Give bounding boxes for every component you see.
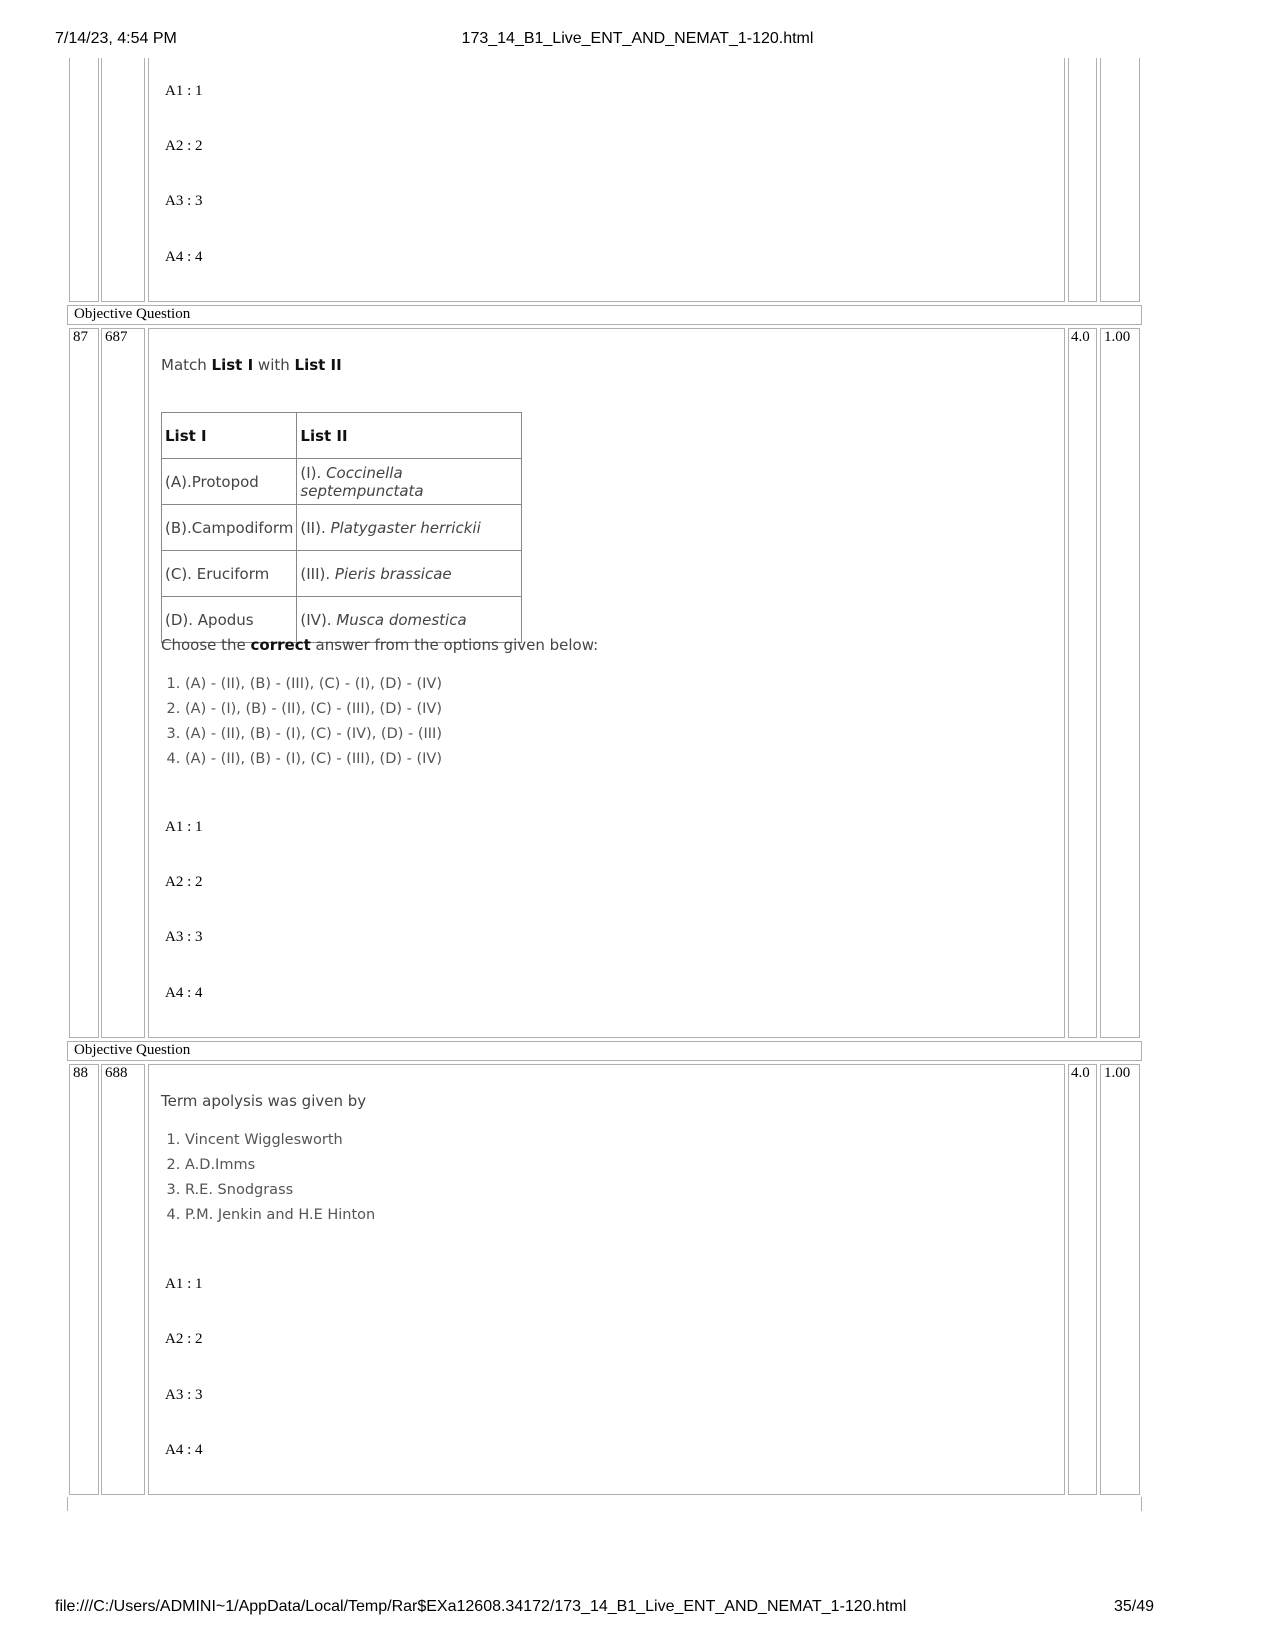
match-table — [161, 412, 522, 643]
table-border-stub — [1141, 1497, 1142, 1511]
species-name: Musca domestica — [336, 610, 467, 629]
list2-number: (II). — [300, 518, 331, 537]
choose-text: answer from the options given below: — [310, 636, 599, 654]
section-label: Objective Question — [74, 1042, 191, 1058]
negative-cell — [1100, 1064, 1140, 1495]
serial-number: 88 — [73, 1065, 88, 1081]
print-datetime: 7/14/23, 4:54 PM — [55, 30, 177, 47]
answer-option: A4 : 4 — [165, 985, 203, 1001]
choose-bold: correct — [250, 636, 311, 654]
prev-qid-cell — [101, 58, 145, 302]
table-row — [162, 551, 522, 597]
option-list — [161, 672, 442, 772]
list1-item: (C). Eruciform — [162, 551, 297, 597]
qid-cell — [101, 1064, 145, 1495]
list2-item — [297, 551, 522, 597]
question-intro — [161, 356, 342, 374]
answer-option: A2 : 2 — [165, 1331, 203, 1347]
answer-option: A4 : 4 — [165, 249, 203, 265]
choose-text: Choose the — [161, 636, 251, 654]
intro-bold-list1: List I — [211, 356, 254, 374]
list2-item — [297, 459, 522, 505]
list2-number: (I). — [300, 463, 327, 482]
list1-item: (B).Campodiform — [162, 505, 297, 551]
list1-item: (D). Apodus — [162, 597, 297, 643]
question-id: 688 — [105, 1065, 128, 1081]
table-row — [162, 505, 522, 551]
prev-sno-cell — [69, 58, 99, 302]
question-text: Term apolysis was given by — [161, 1092, 367, 1110]
serial-number: 87 — [73, 329, 88, 345]
option-item: 1. (A) - (II), (B) - (III), (C) - (I), (D) - (IV) — [185, 672, 442, 697]
option-list — [161, 1128, 375, 1228]
species-name: Platygaster herrickii — [330, 518, 481, 537]
answer-option: A3 : 3 — [165, 929, 203, 945]
option-item: 2. A.D.Imms — [185, 1153, 375, 1178]
sno-cell — [69, 1064, 99, 1495]
list2-number: (III). — [300, 564, 335, 583]
list2-number: (IV). — [300, 610, 337, 629]
match-table-header — [162, 413, 522, 459]
option-item: 3. R.E. Snodgrass — [185, 1178, 375, 1203]
choose-instruction — [161, 636, 598, 654]
answer-option: A1 : 1 — [165, 1276, 203, 1292]
option-item: 4. P.M. Jenkin and H.E Hinton — [185, 1203, 375, 1228]
print-title: 173_14_B1_Live_ENT_AND_NEMAT_1-120.html — [461, 30, 814, 47]
section-label-row — [67, 1041, 1142, 1061]
list1-header: List I — [162, 413, 297, 459]
list2-header: List II — [297, 413, 522, 459]
section-label: Objective Question — [74, 306, 191, 322]
option-item: 2. (A) - (I), (B) - (II), (C) - (III), (D) - (IV) — [185, 697, 442, 722]
option-item: 3. (A) - (II), (B) - (I), (C) - (IV), (D) - (III) — [185, 722, 442, 747]
marks-value: 4.0 — [1071, 329, 1090, 345]
marks-cell — [1068, 328, 1097, 1038]
list2-item — [297, 505, 522, 551]
intro-text: with — [253, 356, 295, 374]
species-name: Coccinella septempunctata — [300, 463, 424, 500]
answer-option: A2 : 2 — [165, 874, 203, 890]
intro-text: Match — [161, 356, 212, 374]
answer-option: A4 : 4 — [165, 1442, 203, 1458]
qid-cell — [101, 328, 145, 1038]
question-id: 687 — [105, 329, 128, 345]
table-row — [162, 459, 522, 505]
print-file-path: file:///C:/Users/ADMINI~1/AppData/Local/Temp/Rar$EXa12608.34172/173_14_B1_Live_ENT_AND_NEMAT_1-120.html — [55, 1598, 907, 1615]
marks-value: 4.0 — [1071, 1065, 1090, 1081]
species-name: Pieris brassicae — [334, 564, 452, 583]
page-number: 35/49 — [1113, 1598, 1154, 1615]
marks-cell — [1068, 1064, 1097, 1495]
prev-marks-cell — [1068, 58, 1097, 302]
table-border-stub — [67, 1497, 68, 1511]
answer-option: A2 : 2 — [165, 138, 203, 154]
list1-item: (A).Protopod — [162, 459, 297, 505]
prev-negative-cell — [1100, 58, 1140, 302]
negative-marks-value: 1.00 — [1104, 1065, 1131, 1081]
answer-option: A1 : 1 — [165, 819, 203, 835]
intro-bold-list2: List II — [294, 356, 342, 374]
prev-question-cell — [148, 58, 1065, 302]
negative-cell — [1100, 328, 1140, 1038]
option-item: 1. Vincent Wigglesworth — [185, 1128, 375, 1153]
answer-option: A3 : 3 — [165, 193, 203, 209]
negative-marks-value: 1.00 — [1104, 329, 1131, 345]
sno-cell — [69, 328, 99, 1038]
section-label-row — [67, 305, 1142, 325]
answer-option: A1 : 1 — [165, 83, 203, 99]
option-item: 4. (A) - (II), (B) - (I), (C) - (III), (D) - (IV) — [185, 747, 442, 772]
answer-option: A3 : 3 — [165, 1387, 203, 1403]
